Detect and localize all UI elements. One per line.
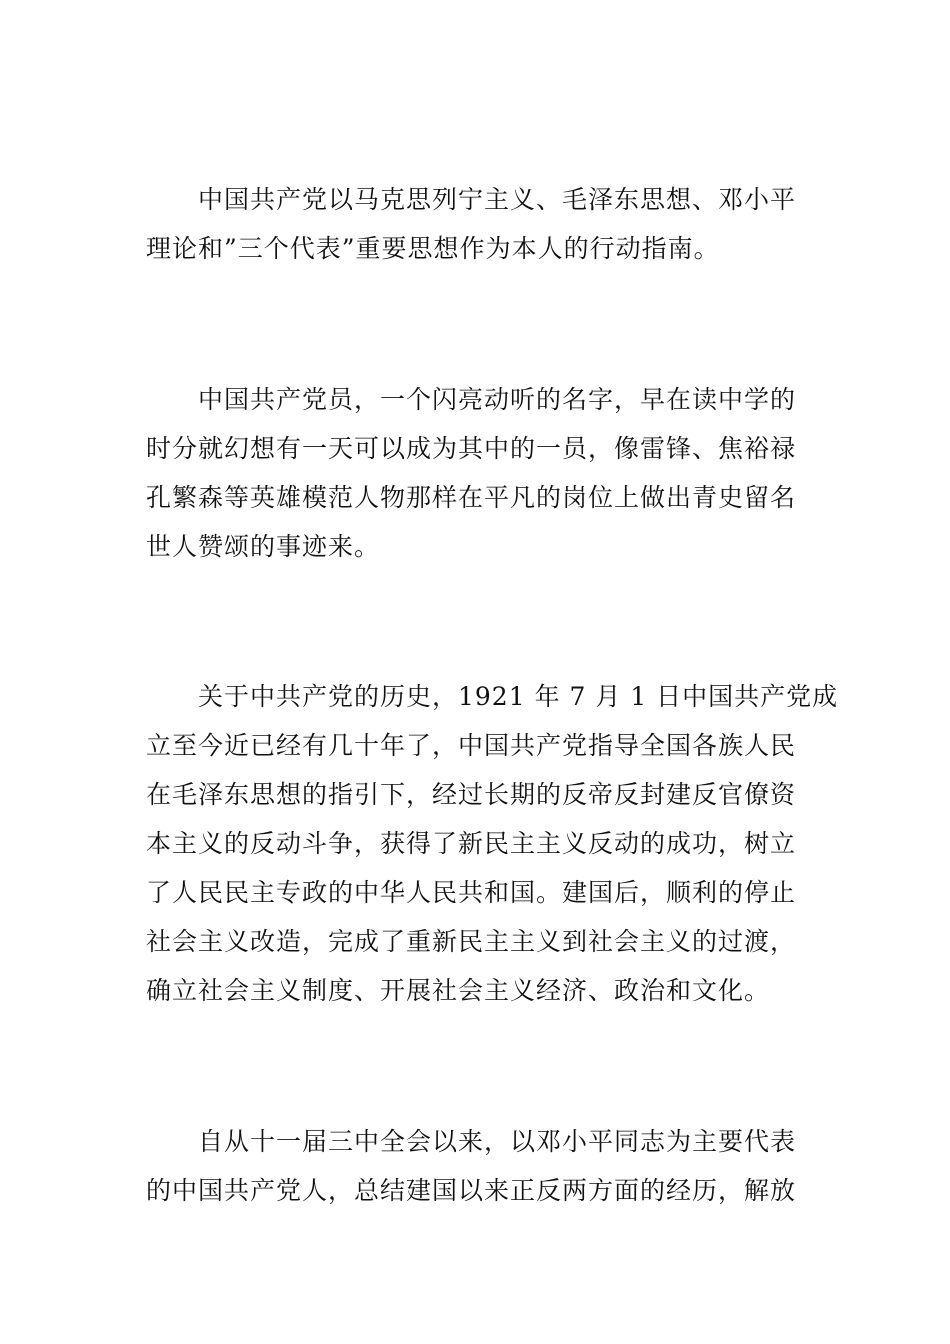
paragraph-line: 中国共产党以马克思列宁主义、毛泽东思想、邓小平 bbox=[198, 185, 797, 214]
paragraph-party-history bbox=[146, 672, 839, 1015]
paragraph-line: 确立社会主义制度、开展社会主义经济、政治和文化。 bbox=[146, 976, 771, 1005]
paragraph-line: 立至今近已经有几十年了，中国共产党指导全国各族人民 bbox=[146, 731, 797, 760]
paragraph-line: 社会主义改造，完成了重新民主主义到社会主义的过渡， bbox=[146, 927, 797, 956]
paragraph-party-member-aspiration bbox=[146, 375, 806, 571]
paragraph-line: 本主义的反动斗争，获得了新民主主义反动的成功，树立 bbox=[146, 829, 797, 858]
paragraph-line: 时分就幻想有一天可以成为其中的一员，像雷锋、焦裕禄 bbox=[146, 434, 797, 463]
paragraph-line: 世人赞颂的事迹来。 bbox=[146, 532, 381, 561]
paragraph-third-plenum bbox=[146, 1117, 806, 1215]
paragraph-line: 孔繁森等英雄模范人物那样在平凡的岗位上做出青史留名 bbox=[146, 483, 797, 512]
paragraph-guiding-ideology bbox=[146, 175, 806, 273]
paragraph-line: 了人民民主专政的中华人民共和国。建国后，顺利的停止 bbox=[146, 878, 797, 907]
paragraph-line: 的中国共产党人，总结建国以来正反两方面的经历，解放 bbox=[146, 1176, 797, 1205]
paragraph-line: 自从十一届三中全会以来，以邓小平同志为主要代表 bbox=[198, 1127, 797, 1156]
paragraph-line: 关于中共产党的历史，1921 年 7 月 1 日中国共产党成 bbox=[198, 682, 839, 711]
paragraph-line: 在毛泽东思想的指引下，经过长期的反帝反封建反官僚资 bbox=[146, 780, 797, 809]
paragraph-line: 理论和”三个代表”重要思想作为本人的行动指南。 bbox=[146, 234, 720, 263]
paragraph-line: 中国共产党员，一个闪亮动听的名字，早在读中学的 bbox=[198, 385, 797, 414]
